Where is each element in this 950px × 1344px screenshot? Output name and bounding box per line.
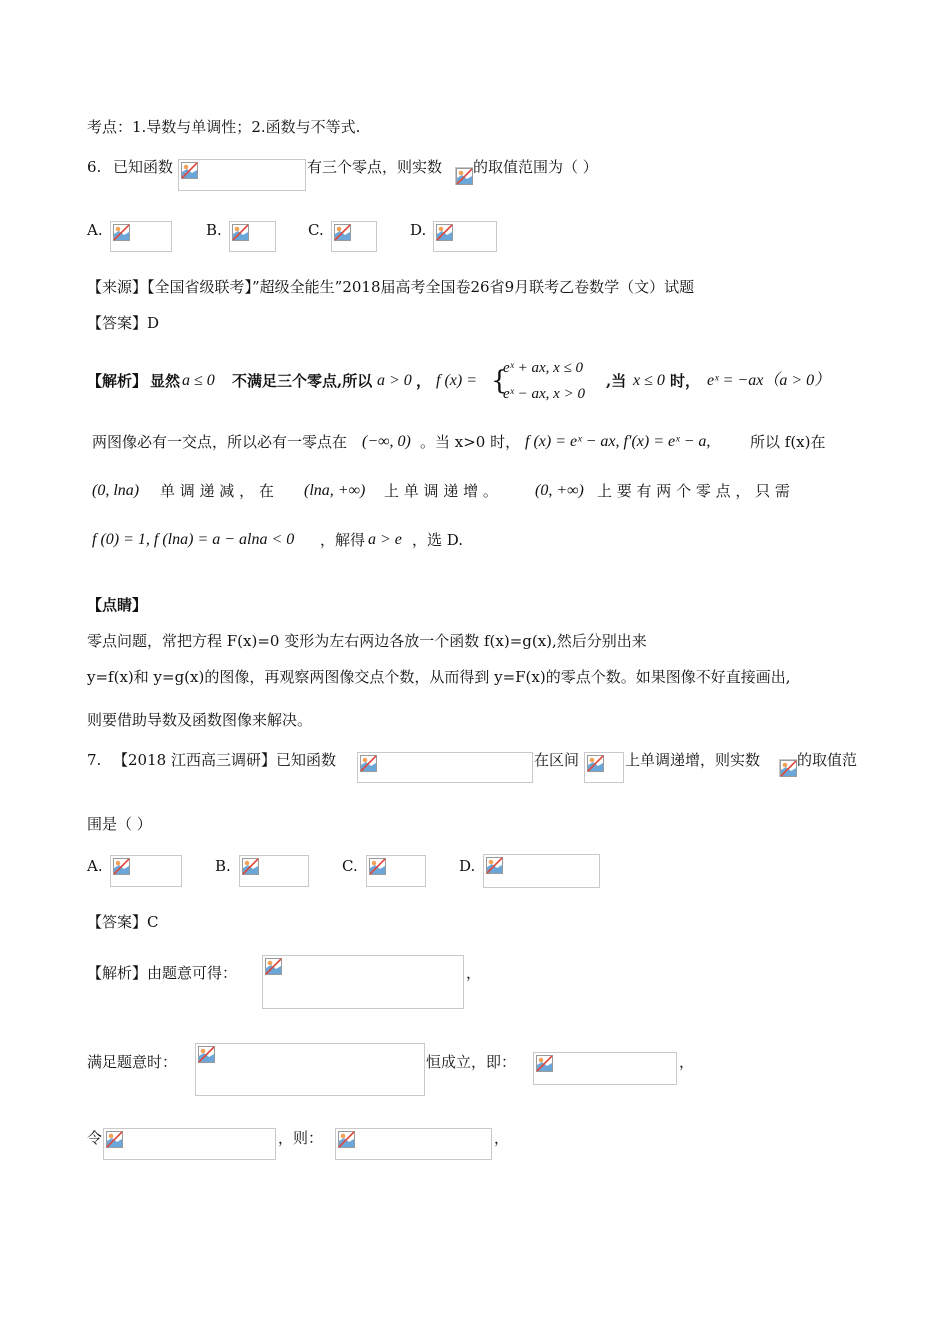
- q6-option-a-image: [110, 221, 172, 252]
- analysis-6-l1f: f (x) =: [436, 372, 477, 389]
- analysis-6-l1e: ，: [416, 372, 432, 390]
- broken-image-icon: [486, 857, 503, 874]
- analysis-7-let-image: [103, 1128, 276, 1160]
- analysis-6-l3c: (lna, +∞): [304, 482, 366, 499]
- q7-text-2: 在区间: [534, 751, 580, 769]
- q7-option-a-image: [110, 855, 182, 887]
- broken-image-icon: [338, 1131, 355, 1148]
- dianjing-line-2: y=f(x)和 y=g(x)的图像，再观察两图像交点个数，从而得到 y=F(x)的零点个数。如果图像不好直接画出,: [87, 668, 791, 686]
- q7-option-d-image: [483, 854, 600, 888]
- analysis-7-inequality-image: [533, 1052, 677, 1085]
- broken-image-icon: [242, 858, 259, 875]
- analysis-6-l1a: 显然: [150, 372, 181, 390]
- analysis-6-l3a: (0, lna): [92, 482, 140, 499]
- q6-text-2: 有三个零点，则实数: [307, 158, 443, 176]
- piecewise-brace: {: [491, 366, 508, 396]
- dianjing-line-1: 零点问题，常把方程 F(x)=0 变形为左右两边各放一个函数 f(x)=g(x),然后分别出来: [87, 632, 647, 650]
- broken-image-icon: [334, 224, 351, 241]
- analysis-6-l2e: 所以 f(x)在: [750, 433, 826, 451]
- analysis-7-l2b: 恒成立，即：: [426, 1053, 517, 1071]
- q7-var-a-image: [779, 759, 797, 777]
- broken-image-icon: [106, 1131, 123, 1148]
- broken-image-icon: [456, 168, 473, 185]
- broken-image-icon: [181, 162, 198, 179]
- q7-text-5: 围是（ ）: [87, 815, 152, 833]
- kaodian-line: 考点：1.导数与单调性；2.函数与不等式.: [87, 118, 361, 136]
- broken-image-icon: [113, 858, 130, 875]
- analysis-6-l1b: a ≤ 0: [182, 372, 215, 389]
- analysis-7-l1: 【解析】由题意可得：: [87, 964, 238, 982]
- analysis-6-l1h: x ≤ 0: [633, 372, 665, 389]
- analysis-6-l4c: a > e: [368, 531, 402, 548]
- broken-image-icon: [780, 760, 797, 777]
- q6-text-1: 已知函数: [113, 158, 174, 176]
- analysis-6-case1: eˣ + ax, x ≤ 0: [503, 360, 584, 376]
- analysis-6-l1j: eˣ = −ax（a > 0）: [707, 372, 831, 389]
- broken-image-icon: [369, 858, 386, 875]
- q7-text-1: 【2018 江西高三调研】已知函数: [113, 751, 336, 769]
- q6-var-a-image: [455, 167, 473, 185]
- q6-option-b-image: [229, 221, 276, 252]
- q6-option-b-label: B.: [206, 221, 222, 239]
- analysis-6-l1i: 时，: [670, 372, 701, 390]
- source-line: 【来源】【全国省级联考】”超级全能生”2018届高考全国卷26省9月联考乙卷数学（文）试题: [87, 278, 695, 296]
- analysis-6-l2a: 两图像必有一交点，所以必有一零点在: [92, 433, 348, 451]
- broken-image-icon: [360, 755, 377, 772]
- analysis-6-l3b: 单 调 递 减 ， 在: [160, 482, 274, 500]
- analysis-6-l4b: ，解得: [320, 531, 366, 549]
- analysis-6-l1g: ,当: [606, 372, 627, 390]
- q7-option-b-label: B.: [215, 857, 231, 875]
- q7-option-b-image: [239, 855, 309, 887]
- broken-image-icon: [436, 224, 453, 241]
- analysis-6-l2b: (−∞, 0): [362, 433, 411, 450]
- q6-option-c-image: [331, 221, 377, 252]
- broken-image-icon: [265, 958, 282, 975]
- analysis-6-l2d: f (x) = eˣ − ax, f′(x) = eˣ − a,: [525, 433, 711, 450]
- q6-number: 6.: [87, 158, 102, 176]
- analysis-6-label: 【解析】: [87, 372, 148, 390]
- analysis-6-l4a: f (0) = 1, f (lna) = a − alna < 0: [92, 531, 295, 548]
- q6-option-c-label: C.: [308, 221, 324, 239]
- analysis-7-then-image: [335, 1128, 492, 1160]
- q6-option-d-image: [433, 221, 497, 252]
- broken-image-icon: [232, 224, 249, 241]
- analysis-7-l3a: 令: [87, 1129, 103, 1147]
- q7-option-c-label: C.: [342, 857, 358, 875]
- analysis-6-l3e: (0, +∞): [535, 482, 584, 499]
- q6-option-d-label: D.: [410, 221, 427, 239]
- analysis-6-l3f: 上 要 有 两 个 零 点 ， 只 需: [597, 482, 790, 500]
- analysis-6-l1d: a > 0: [377, 372, 412, 389]
- analysis-7-derivative-image: [262, 955, 464, 1009]
- q6-function-image: [178, 159, 306, 191]
- q7-option-d-label: D.: [459, 857, 476, 875]
- q7-text-4: 的取值范: [797, 751, 858, 769]
- analysis-7-comma-3: ，: [494, 1129, 510, 1147]
- broken-image-icon: [198, 1046, 215, 1063]
- analysis-7-comma-2: ，: [679, 1053, 695, 1071]
- q7-interval-image: [584, 752, 624, 783]
- q7-text-3: 上单调递增，则实数: [625, 751, 761, 769]
- analysis-6-l3d: 上 单 调 递 增 。: [384, 482, 498, 500]
- answer-6: 【答案】D: [87, 314, 160, 332]
- analysis-7-l2a: 满足题意时：: [87, 1053, 178, 1071]
- analysis-6-l1c: 不满足三个零点,所以: [232, 372, 373, 390]
- analysis-6-l4d: ，选 D.: [412, 531, 464, 549]
- q7-function-image: [357, 752, 533, 783]
- q6-text-3: 的取值范围为（ ）: [473, 158, 598, 176]
- q7-option-a-label: A.: [87, 857, 103, 875]
- broken-image-icon: [536, 1055, 553, 1072]
- dianjing-label: 【点睛】: [87, 596, 148, 614]
- broken-image-icon: [587, 755, 604, 772]
- analysis-7-l3b: ，则：: [278, 1129, 324, 1147]
- q7-number: 7.: [87, 751, 102, 769]
- q6-option-a-label: A.: [87, 221, 103, 239]
- analysis-7-condition-image: [195, 1043, 425, 1096]
- broken-image-icon: [113, 224, 130, 241]
- q7-option-c-image: [366, 855, 426, 887]
- analysis-7-comma-1: ，: [466, 964, 482, 982]
- answer-7: 【答案】C: [87, 913, 159, 931]
- analysis-6-l2c: 。当 x>0 时，: [420, 433, 521, 451]
- analysis-6-case2: eˣ − ax, x > 0: [503, 386, 585, 402]
- dianjing-line-3: 则要借助导数及函数图像来解决。: [87, 711, 313, 729]
